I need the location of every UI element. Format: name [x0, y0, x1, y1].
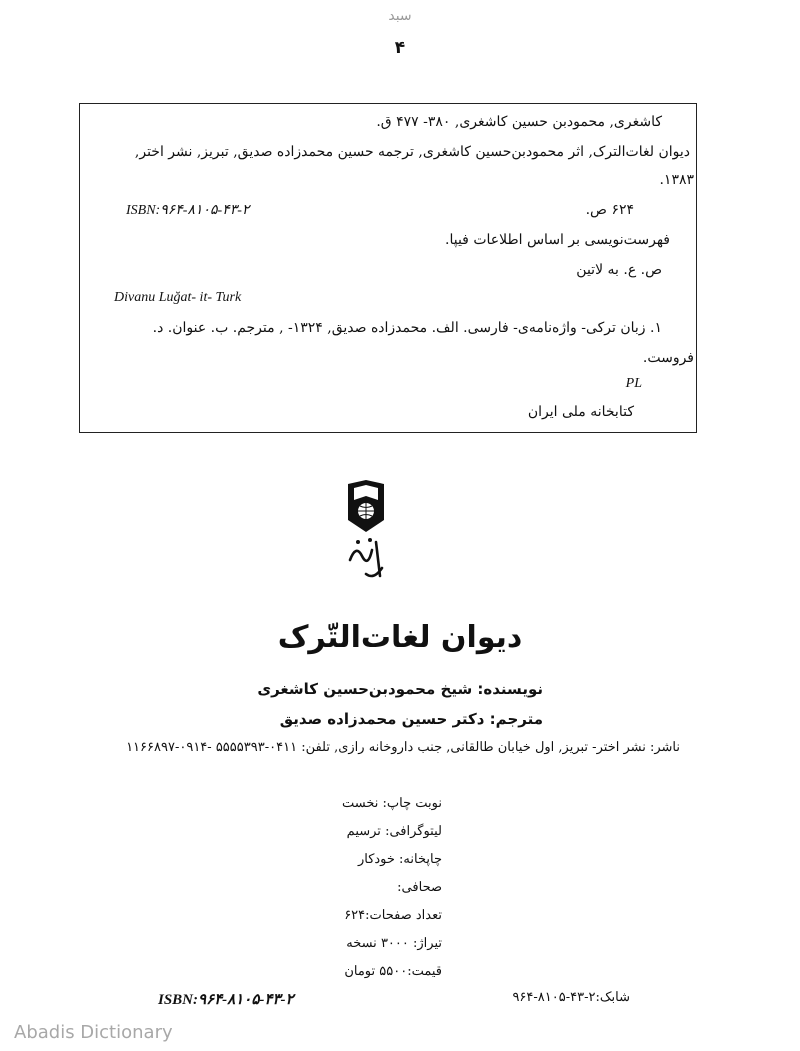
publication-edition: نوبت چاپ: نخست [342, 796, 442, 811]
cip-record-box [79, 103, 697, 433]
site-header-word: سبد [388, 8, 412, 24]
publication-printing: چاپخانه: خودکار [357, 852, 442, 867]
publication-circulation: تیراژ: ۳۰۰۰ نسخه [346, 936, 442, 951]
cip-library: کتابخانه ملی ایران [527, 404, 634, 420]
publication-page-count: تعداد صفحات:۶۲۴ [344, 908, 442, 923]
publication-binding: صحافی: [397, 880, 442, 895]
cip-subject-cont: فروست. [642, 350, 694, 366]
book-publisher: ناشر: نشر اختر- تبریز, اول خیابان طالقانی, جنب داروخانه رازی, تلفن: ۰۴۱۱-۵۵۵۵۳۹۳ -۰۹۱۴-۱۱۶۶۸۹۷ [126, 740, 680, 755]
book-author: نویسنده: شیخ محمودبن‌حسین کاشغری [257, 680, 543, 698]
nashr-akhtar-logo-icon [342, 478, 390, 598]
publication-lithography: لیتوگرافی: ترسیم [346, 824, 442, 839]
cip-fipa-note: فهرست‌نویسی بر اساس اطلاعات فیپا. [445, 232, 670, 248]
book-title: دیوان لغات‌التّرک [277, 620, 523, 655]
cip-title-line: دیوان لغات‌الترک, اثر محمودبن‌حسین کاشغری, ترجمه حسین محمدزاده صدیق, تبریز, نشر اختر, [134, 144, 690, 160]
cip-latin-note: ص. ع. به لاتین [576, 262, 662, 278]
cip-subject: ۱. زبان ترکی- واژه‌نامه‌ی- فارسی. الف. محمدزاده صدیق, ۱۳۲۴- , مترجم. ب. عنوان. د. [152, 320, 662, 336]
footer-isbn: ISBN:۹۶۴-۸۱۰۵-۴۳-۲ [158, 992, 294, 1008]
cip-pages: ۶۲۴ ص. [585, 202, 634, 218]
cip-author-line: کاشغری, محمودبن حسین کاشغری, ۳۸۰- ۴۷۷ ق. [376, 114, 662, 130]
footer-shabak: شابک:۲-۴۳-۸۱۰۵-۹۶۴ [512, 990, 630, 1005]
cip-latin-title: Divanu Luğat- it- Turk [114, 290, 242, 305]
watermark: Abadis Dictionary [14, 1022, 173, 1043]
page-number: ۴ [394, 38, 406, 58]
cip-class: PL [625, 376, 642, 391]
book-translator: مترجم: دکتر حسین محمدزاده صدیق [279, 710, 543, 728]
cip-isbn: ISBN:۹۶۴-۸۱۰۵-۴۳-۲ [126, 203, 250, 218]
cip-title-line-cont: ۱۳۸۳. [659, 172, 694, 188]
publication-price: قیمت:۵۵۰۰ تومان [344, 964, 442, 979]
